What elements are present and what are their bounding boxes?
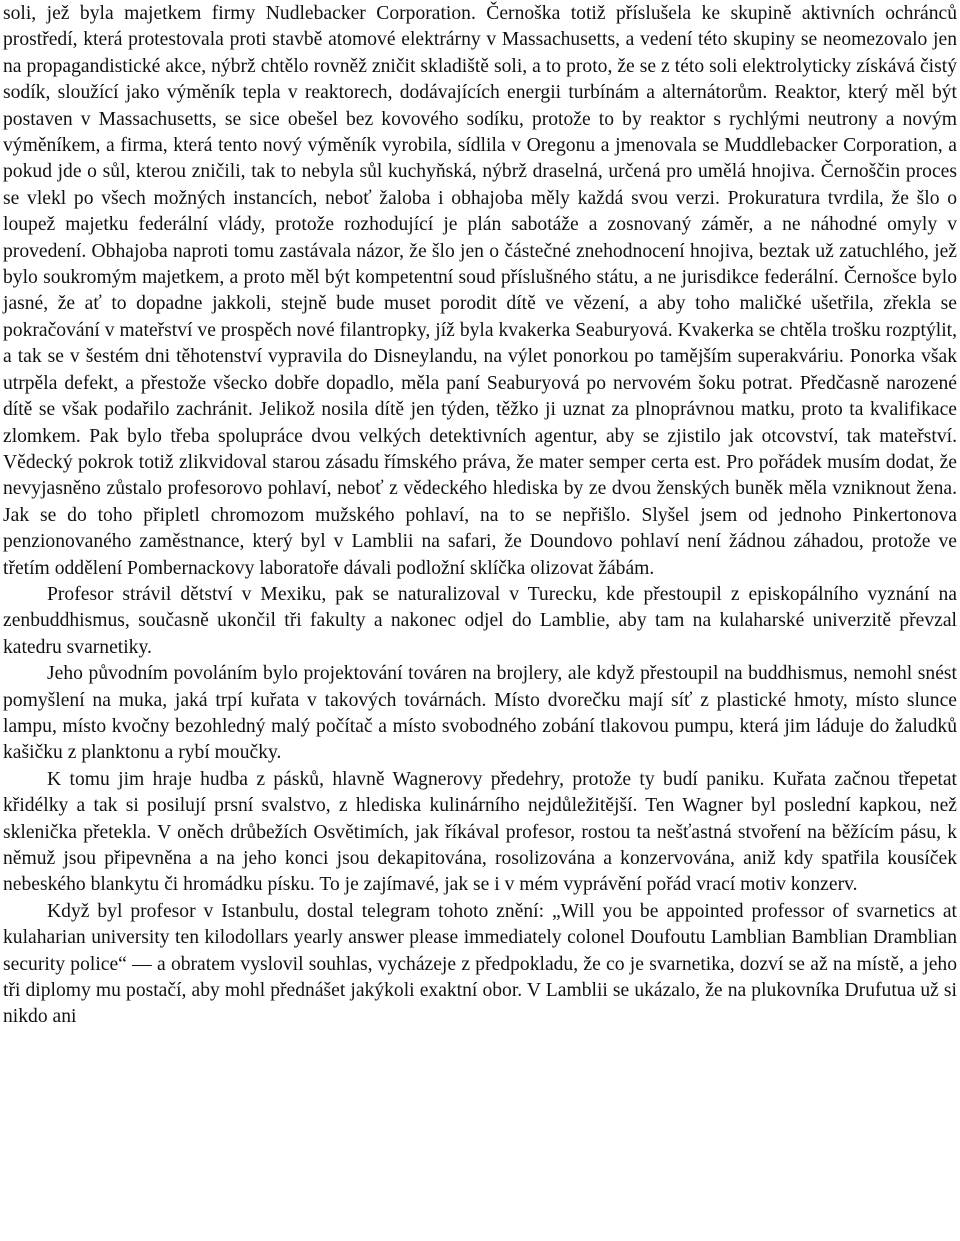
paragraph-1: soli, jež byla majetkem firmy Nudlebacker Corporation. Černoška totiž příslušela ke skupině aktivních ochránců prostředí, která protestovala proti stavbě atomové elektrárny v Massachusetts, a vedení této skupiny se neomezovalo jen na propagandistické akce, nýbrž chtělo rovněž zničit skladiště soli, a to proto, že se z této soli elektrolyticky získává čistý sodík, sloužící jako výměník tepla v reaktorech, dodávajících energii turbínám a alternátorům. Reaktor, který měl být postaven v Massachusetts, se sice obešel bez kovového sodíku, protože to by reaktor s rychlými neutrony a novým výměníkem, a firma, která tento nový výměník vyrobila, sídlila v Oregonu a jmenovala se Muddlebacker Corporation, a pokud jde o sůl, kterou zničili, tak to nebyla sůl kuchyňská, nýbrž draselná, určená pro umělá hnojiva. Černoščin proces se vlekl po všech možných instancích, neboť žaloba i obhajoba měly každá svou verzi. Prokuratura tvrdila, že šlo o loupež majetku federální vlády, protože rozhodující je plán sabotáže a zosnovaný záměr, a ne náhodné omyly v provedení. Obhajoba naproti tomu zastávala názor, že šlo jen o částečné znehodnocení hnojiva, beztak už zatuchlého, jež bylo soukromým majetkem, a proto měl být kompetentní soud příslušného státu, a ne jurisdikce federální. Černošce bylo jasné, že ať to dopadne jakkoli, stejně bude muset porodit dítě ve vězení, a aby toho maličké ušetřila, zřekla se pokračování v mateřství ve prospěch nové filantropky, jíž byla kvakerka Seaburyová. Kvakerka se chtěla trošku rozptýlit, a tak se v šestém dni těhotenství vypravila do Disneylandu, na výlet ponorkou po tamějším superakváriu. Ponorka však utrpěla defekt, a přestože všecko dobře dopadlo, měla paní Seaburyová po nervovém šoku potrat. Předčasně narozené dítě se však podařilo zachránit. Jelikož nosila dítě jen týden, těžko ji uznat za plnoprávnou matku, proto ta kvalifikace zlomkem. Pak bylo třeba spolupráce dvou velkých detektivních agentur, aby se zjistilo jak otcovství, tak mateřství. Vědecký pokrok totiž zlikvidoval starou zásadu římského práva, že mater semper certa est. Pro pořádek musím dodat, že nevyjasněno zůstalo profesorovo pohlaví, neboť z vědeckého hlediska by ze dvou ženských buněk měla vzniknout žena. Jak se do toho připletl chromozom mužského pohlaví, na to se nepřišlo. Slyšel jsem od jednoho Pinkertonova penzionovaného zaměstnance, který byl v Lamblii na safari, že Doundovo pohlaví není žádnou záhadou, protože ve třetím oddělení Pombernackovy laboratoře dávali podložní sklíčka olizovat žábám. xyxy=(3,3,957,579)
paragraph-5: Když byl profesor v Istanbulu, dostal telegram tohoto znění: „Will you be appointed professor of svarnetics at kulaharian university ten kilodollars yearly answer please immediately colonel Doufoutu Lamblian Bamblian Dramblian security police“ — a obratem vyslovil souhlas, vycházeje z předpokladu, že co je svarnetika, dozví se až na místě, a jeho tři diplomy mu postačí, aby mohl přednášet jakýkoli exaktní obor. V Lamblii se ukázalo, že na plukovníka Drufutua už si nikdo ani xyxy=(3,900,957,1028)
book-page xyxy=(3,1,957,1031)
paragraph-2: Profesor strávil dětství v Mexiku, pak se naturalizoval v Turecku, kde přestoupil z episkopálního vyznání na zenbuddhismus, současně ukončil tři fakulty a nakonec odjel do Lamblie, aby tam na kulaharské univerzitě převzal katedru svarnetiky. xyxy=(3,583,957,658)
paragraph-4: K tomu jim hraje hudba z pásků, hlavně Wagnerovy předehry, protože ty budí paniku. Kuřata začnou třepetat křidélky a tak si posilují prsní svalstvo, z hlediska kulinárního nejdůležitější. Ten Wagner byl poslední kapkou, než sklenička přetekla. V oněch drůbežích Osvětimích, jak říkával profesor, rostou ta nešťastná stvoření na běžícím pásu, k němuž jsou připevněna a na jeho konci jsou dekapitována, rosolizována a konzervována, aniž kdy spatřila kousíček nebeského blankytu či hromádku písku. To je zajímavé, jak se i v mém vyprávění pořád vrací motiv konzerv. xyxy=(3,768,957,896)
paragraph-3: Jeho původním povoláním bylo projektování továren na brojlery, ale když přestoupil na buddhismus, nemohl snést pomyšlení na muka, jaká trpí kuřata v takových továrnách. Místo dvorečku mají síť z plastické hmoty, místo slunce lampu, místo kvočny bezohledný malý počítač a místo svobodného zobání tlakovou pumpu, která jim láduje do žaludků kašičku z planktonu a rybí moučky. xyxy=(3,663,957,764)
